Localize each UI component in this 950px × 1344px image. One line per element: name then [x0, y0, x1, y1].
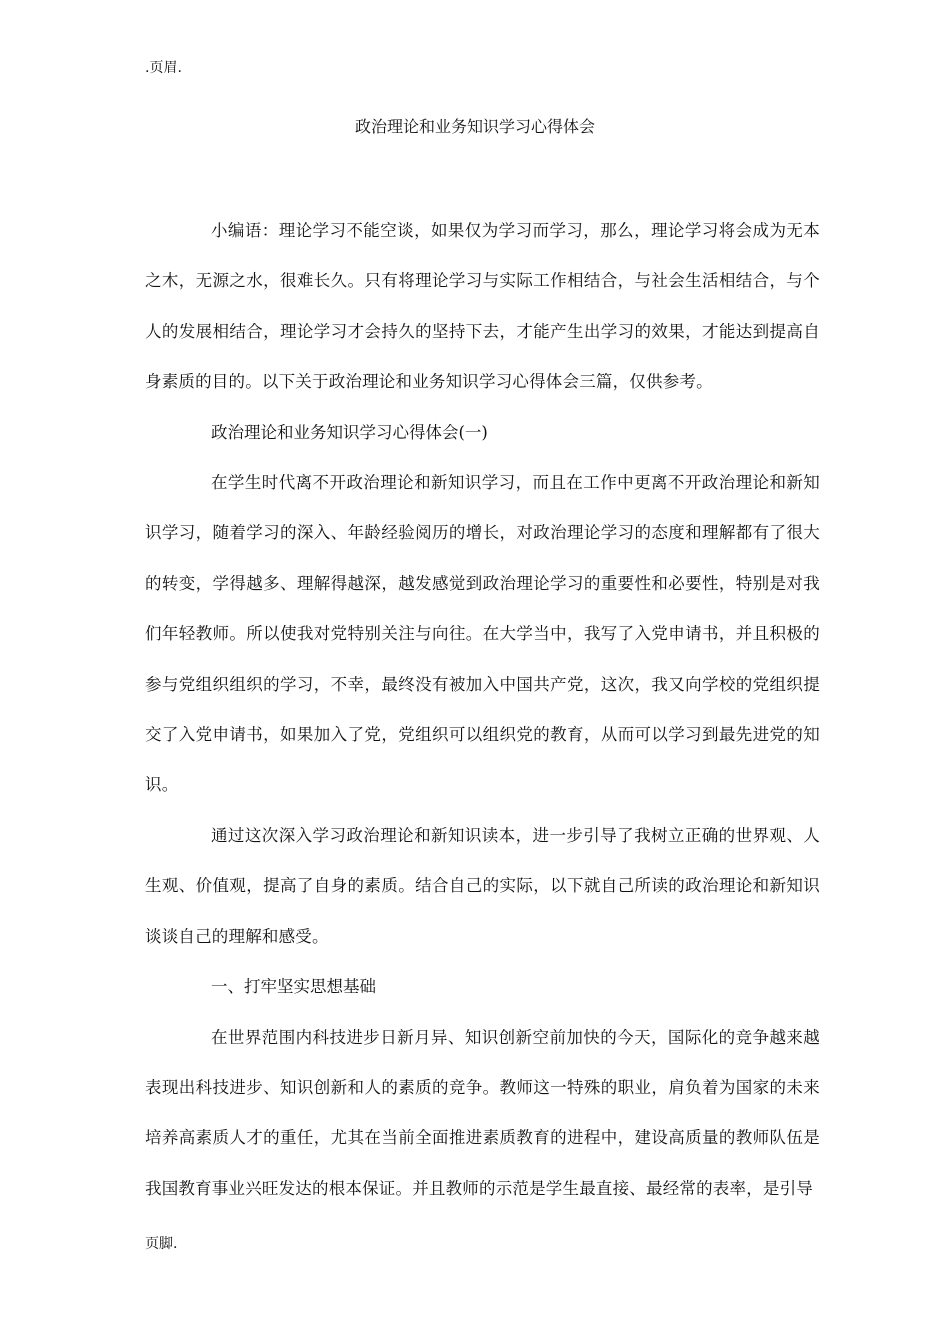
document-title: 政治理论和业务知识学习心得体会 — [354, 117, 595, 136]
intro-paragraph: 小编语：理论学习不能空谈，如果仅为学习而学习，那么，理论学习将会成为无本之木，无源之水，很难长久。只有将理论学习与实际工作相结合，与社会生活相结合，与个人的发展相结合，理论学习才会持久的坚持下去，才能产生出学习的效果，才能达到提高自身素质的目的。以下关于政治理论和业务知识学习心得体会三篇，仅供参考。 — [145, 221, 820, 392]
document-body — [145, 206, 820, 1214]
section-heading-foundation: 一、打牢坚实思想基础 — [211, 977, 376, 997]
body-paragraph: 在学生时代离不开政治理论和新知识学习，而且在工作中更离不开政治理论和新知识学习，随着学习的深入、年龄经验阅历的增长，对政治理论学习的态度和理解都有了很大的转变，学得越多、理解得越深，越发感觉到政治理论学习的重要性和必要性，特别是对我们年轻教师。所以使我对党特别关注与向往。在大学当中，我写了入党申请书，并且积极的参与党组织组织的学习，不幸，最终没有被加入中国共产党，这次，我又向学校的党组织提交了入党申请书，如果加入了党，党组织可以组织党的教育，从而可以学习到最先进党的知识。 — [145, 473, 820, 795]
section-heading-part-one: 政治理论和业务知识学习心得体会(一) — [211, 422, 488, 442]
page-header: .页眉. — [145, 60, 182, 76]
page-footer: 页脚. — [145, 1236, 178, 1252]
body-paragraph: 在世界范围内科技进步日新月异、知识创新空前加快的今天，国际化的竞争越来越表现出科技进步、知识创新和人的素质的竞争。教师这一特殊的职业，肩负着为国家的未来培养高素质人才的重任，尤其在当前全面推进素质教育的进程中，建设高质量的教师队伍是我国教育事业兴旺发达的根本保证。并且教师的示范是学生最直接、最经常的表率，是引导 — [145, 1027, 820, 1198]
body-paragraph: 通过这次深入学习政治理论和新知识读本，进一步引导了我树立正确的世界观、人生观、价值观，提高了自身的素质。结合自己的实际，以下就自己所读的政治理论和新知识谈谈自己的理解和感受。 — [145, 825, 820, 946]
